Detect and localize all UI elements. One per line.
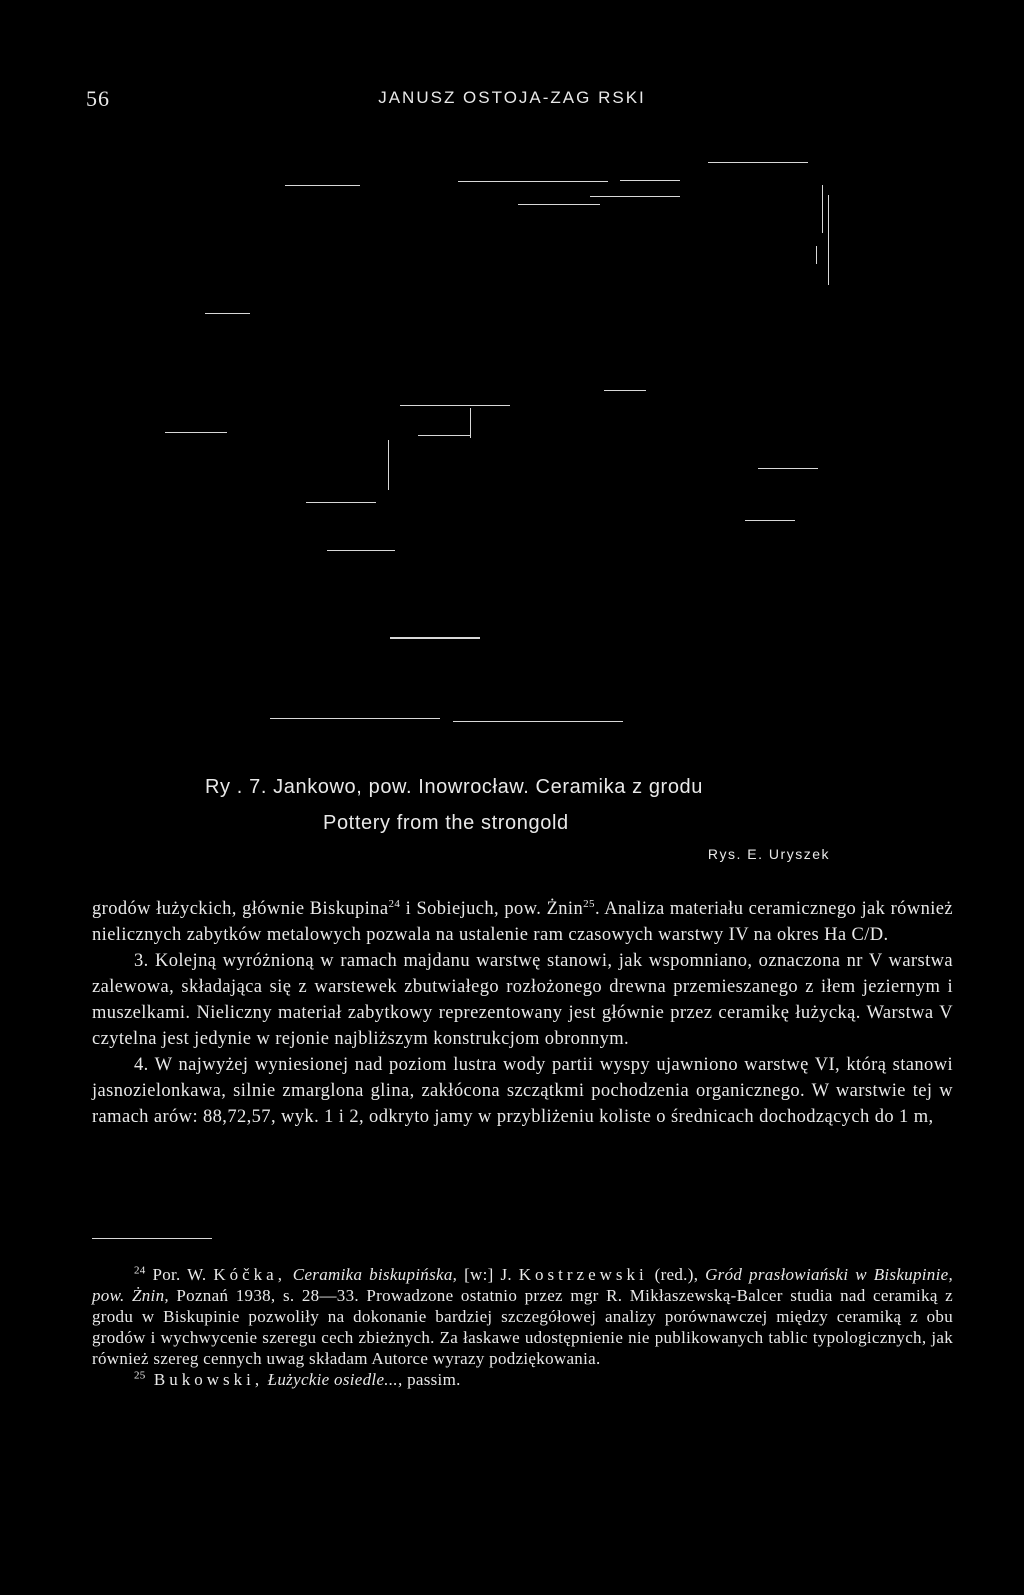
drawing-stroke [518,204,600,205]
footnote-25 [92,1369,953,1390]
text-run: Poznań 1938, s. 28—33. Prowadzone ostatnio przez mgr R. Mikłaszewską-Balcer studia nad ceramiką z grodu w Biskupinie pozwoliły na dokonanie bardziej szczegółowej analizy porównawczej między ceramiką z obu grodów i wychwycenie szeregu cech zbieżnych. Za łaskawe udostępnienie nie publikowanych tablic typologicznych, jak również szereg cennych uwag składam Autorce wyrazy podziękowania. [92,1286,953,1368]
drawing-stroke [388,440,389,490]
running-head: JANUSZ OSTOJA-ZAG RSKI [378,88,646,107]
drawing-stroke [470,408,471,438]
footnote-rule [92,1238,212,1239]
drawing-stroke [453,721,623,722]
work-title: Ceramika biskupińska, [285,1265,458,1284]
author-name: Kóčka, [213,1265,286,1284]
drawing-stroke [590,196,680,197]
footnote-number: 25 [134,1369,146,1382]
text-run: grodów łużyckich, głównie Biskupina [92,899,389,919]
drawing-stroke [306,502,376,503]
paragraph-3: 4. W najwyżej wyniesionej nad poziom lustra wody partii wyspy ujawniono warstwę VI, którą stanowi jasnozielonkawa, silnie zmarglona glina, zakłócona szczątkmi pochodzenia organicznego. W warstwie tej w ramach arów: 88,72,57, wyk. 1 i 2, odkryto jamy w przybliżeniu koliste o średnicach dochodzących do 1 m, [92,1055,953,1127]
figure-pottery-drawings [0,150,1024,750]
drawing-stroke [745,520,795,521]
text-run: Por. W. [145,1265,214,1284]
text-run: passim. [402,1370,461,1389]
footnotes [92,1264,953,1390]
drawing-stroke [758,468,818,469]
footnote-24 [92,1264,953,1369]
paragraph-2: 3. Kolejną wyróżnioną w ramach majdanu warstwę stanowi, jak wspomniano, oznaczona nr V warstwa zalewowa, składająca się z warstewek zbutwiałego rozłożonego drewna przemieszanego z iłem jeziernym i muszelkami. Nieliczny materiał zabytkowy reprezentowany jest głównie przez ceramikę łużycką. Warstwa V czytelna jest jedynie w rejonie najbliższym konstrukcjom obronnym. [92,951,953,1049]
author-name: Bukowski, [145,1370,264,1389]
footnote-number: 24 [134,1264,146,1277]
footnote-ref-24: 24 [388,897,401,910]
text-run: [w:] J. [457,1265,519,1284]
footnote-ref-25: 25 [583,897,595,910]
paragraph-1 [92,896,953,948]
text-run: i Sobiejuch, pow. Żnin [400,899,584,919]
drawing-stroke [285,185,360,186]
figure-credit: Rys. E. Uryszek [707,846,830,862]
drawing-stroke [816,246,817,264]
text-run: . Analiza materiału ceramicznego jak również nielicznych zabytków metalowych pozwala na ustalenie ram czasowych warstwy IV na okres Ha C/D. [92,899,953,945]
drawing-stroke [205,313,250,314]
author-name: Kostrzewski [518,1265,648,1284]
drawing-stroke [418,435,470,436]
work-title: Łużyckie osiedle..., [263,1370,403,1389]
drawing-stroke [708,162,808,163]
drawing-stroke [620,180,680,181]
drawing-stroke [822,185,823,233]
drawing-stroke [390,637,480,639]
drawing-stroke [327,550,395,551]
work-title: Gród prasłowiański w Biskupinie, pow. Żnin, [92,1265,954,1305]
drawing-stroke [458,181,608,182]
page-number: 56 [86,86,110,111]
drawing-stroke [604,390,646,391]
drawing-stroke [828,195,829,285]
drawing-stroke [400,405,510,406]
figure-caption-english: Pottery from the strongold [323,812,569,834]
drawing-stroke [270,718,440,719]
text-run: (red.), [647,1265,706,1284]
body-text [92,896,953,1130]
figure-caption-polish: Ry . 7. Jankowo, pow. Inowrocław. Ceramika z grodu [205,776,703,798]
drawing-stroke [165,432,227,433]
